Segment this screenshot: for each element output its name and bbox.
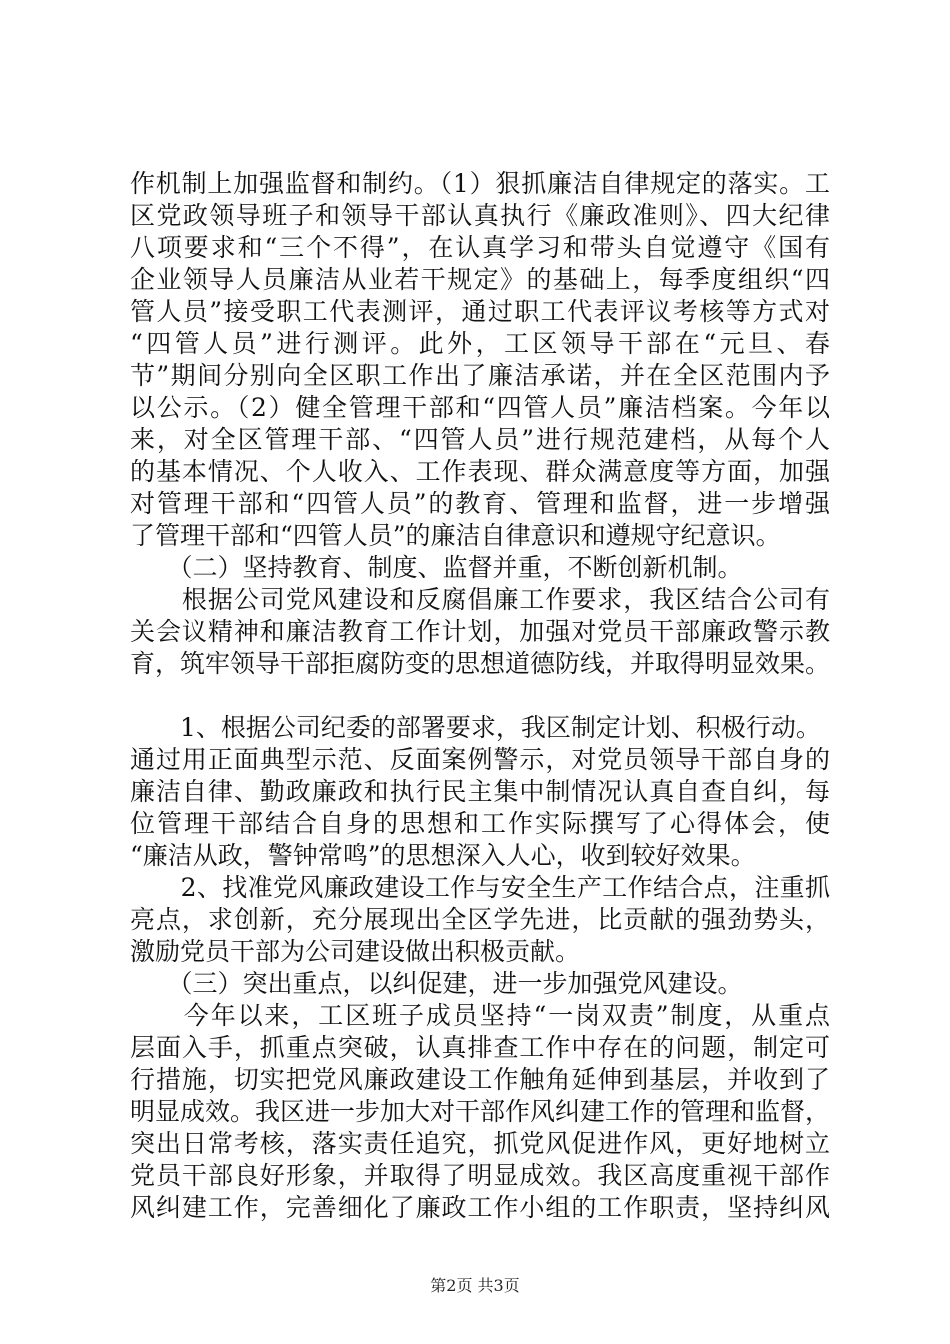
text-line: 以公示。（2）健全管理干部和“四管人员”廉洁档案。今年以: [130, 393, 830, 422]
page-number-label: 第2页 共3页: [430, 1276, 520, 1295]
text-line: 八项要求和“三个不得”，在认真学习和带头自觉遵守《国有: [130, 233, 830, 262]
text-line: 的基本情况、个人收入、工作表现、群众满意度等方面，加强: [130, 457, 830, 486]
text-line: 2、找准党风廉政建设工作与安全生产工作结合点，注重抓: [130, 873, 830, 902]
text-line: 党员干部良好形象，并取得了明显成效。我区高度重视干部作: [130, 1161, 830, 1190]
text-line: 区党政领导班子和领导干部认真执行《廉政准则》、四大纪律: [130, 201, 830, 230]
text-line: 突出日常考核，落实责任追究，抓党风促进作风，更好地树立: [130, 1129, 830, 1158]
text-line: 风纠建工作，完善细化了廉政工作小组的工作职责，坚持纠风: [130, 1193, 830, 1222]
page-footer: [0, 1276, 950, 1296]
text-line: 通过用正面典型示范、反面案例警示，对党员领导干部自身的: [130, 745, 830, 774]
text-line: 管人员”接受职工代表测评，通过职工代表评议考核等方式对: [130, 297, 830, 326]
text-line: 来，对全区管理干部、“四管人员”进行规范建档，从每个人: [130, 425, 830, 454]
text-line: 企业领导人员廉洁从业若干规定》的基础上，每季度组织“四: [130, 265, 830, 294]
text-line: 亮点，求创新，充分展现出全区学先进，比贡献的强劲势头，: [130, 905, 830, 934]
text-line: “四管人员”进行测评。此外，工区领导干部在“元旦、春: [130, 329, 830, 358]
text-line: “廉洁从政，警钟常鸣”的思想深入人心，收到较好效果。: [130, 841, 756, 870]
text-line: 节”期间分别向全区职工作出了廉洁承诺，并在全区范围内予: [130, 361, 830, 390]
text-line: 廉洁自律、勤政廉政和执行民主集中制情况认真自查自纠，每: [130, 777, 830, 806]
text-line: 明显成效。我区进一步加大对干部作风纠建工作的管理和监督，: [130, 1097, 831, 1126]
text-line: 作机制上加强监督和制约。（1）狠抓廉洁自律规定的落实。工: [130, 169, 830, 198]
text-line: 育，筑牢领导干部拒腐防变的思想道德防线，并取得明显效果。: [130, 649, 831, 678]
text-line: [130, 680, 830, 712]
text-line: （二）坚持教育、制度、监督并重，不断创新机制。: [130, 553, 743, 582]
text-line: 1、根据公司纪委的部署要求，我区制定计划、积极行动。: [130, 713, 821, 742]
text-line: 关会议精神和廉洁教育工作计划，加强对党员干部廉政警示教: [130, 617, 830, 646]
text-line: （三）突出重点，以纠促建，进一步加强党风建设。: [130, 969, 743, 998]
text-line: 激励党员干部为公司建设做出积极贡献。: [130, 937, 581, 966]
text-line: 了管理干部和“四管人员”的廉洁自律意识和遵规守纪意识。: [130, 521, 781, 550]
text-line: 层面入手，抓重点突破，认真排查工作中存在的问题，制定可: [130, 1033, 830, 1062]
text-line: 根据公司党风建设和反腐倡廉工作要求，我区结合公司有: [130, 585, 830, 614]
document-body: [130, 168, 830, 1224]
text-line: 行措施，切实把党风廉政建设工作触角延伸到基层，并收到了: [130, 1065, 830, 1094]
text-line: 对管理干部和“四管人员”的教育、管理和监督，进一步增强: [130, 489, 830, 518]
text-line: 今年以来，工区班子成员坚持“一岗双责”制度，从重点: [130, 1001, 830, 1030]
text-line: 位管理干部结合自身的思想和工作实际撰写了心得体会，使: [130, 809, 830, 838]
